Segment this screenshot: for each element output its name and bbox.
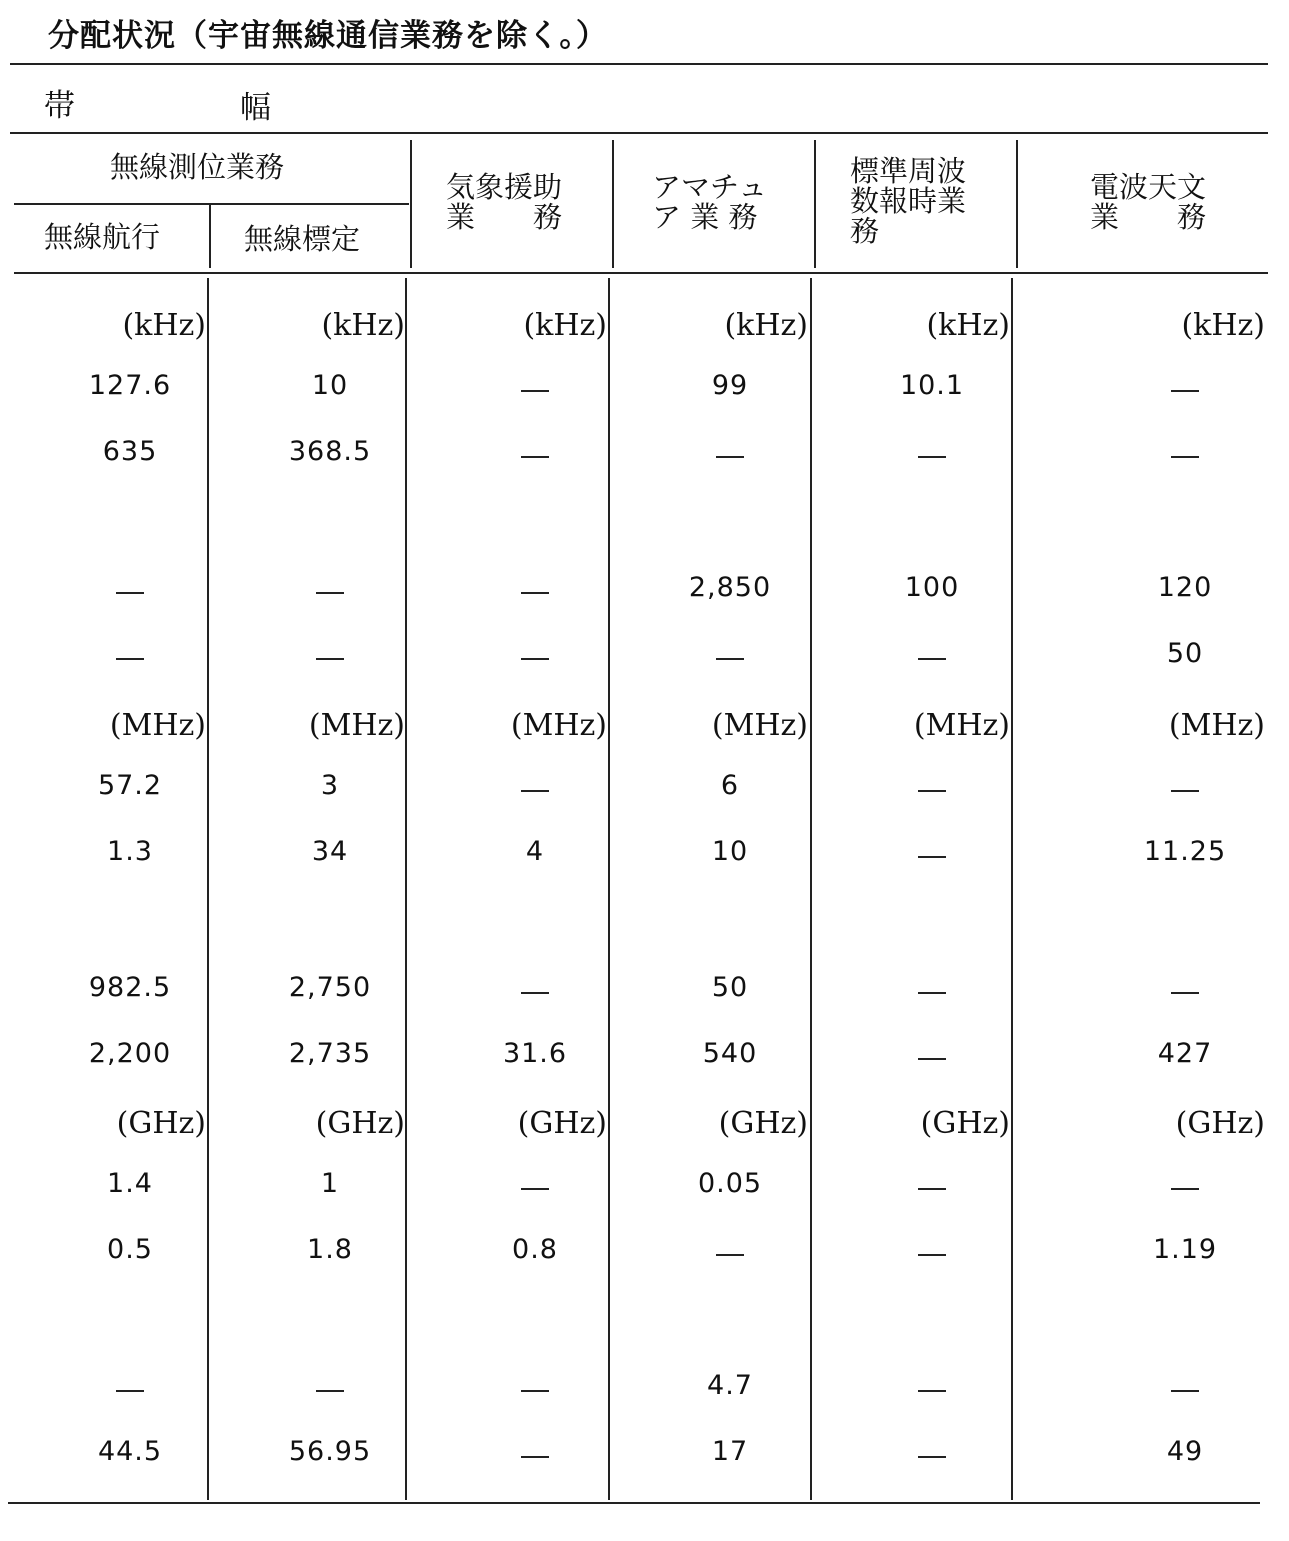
empty-cell-dash <box>918 456 946 458</box>
table-cell: 1 <box>320 1168 340 1199</box>
table-cell: 540 <box>702 1038 758 1069</box>
empty-cell-dash <box>1171 790 1199 792</box>
table-cell: 4.7 <box>707 1370 753 1401</box>
table-cell: 56.95 <box>288 1436 372 1467</box>
unit-label: (MHz) <box>913 708 1010 743</box>
empty-cell-dash <box>1171 1390 1199 1392</box>
table-cell: 2,735 <box>288 1038 372 1069</box>
empty-cell-dash <box>918 1058 946 1060</box>
column-divider <box>209 204 211 268</box>
header-standard-frequency: 標準周波 数報時業 務 <box>850 154 967 248</box>
column-divider <box>810 278 812 1500</box>
column-divider <box>612 140 614 268</box>
unit-label: (kHz) <box>122 308 206 343</box>
column-divider <box>410 140 412 268</box>
rule-top <box>10 63 1268 65</box>
table-cell: 2,750 <box>288 972 372 1003</box>
unit-label: (GHz) <box>1175 1106 1265 1141</box>
unit-label: (MHz) <box>711 708 808 743</box>
table-cell: 1.19 <box>1152 1234 1218 1265</box>
empty-cell-dash <box>1171 1188 1199 1190</box>
unit-label: (MHz) <box>510 708 607 743</box>
unit-label: (GHz) <box>517 1106 607 1141</box>
unit-label: (kHz) <box>321 308 405 343</box>
table-cell: 100 <box>904 572 960 603</box>
empty-cell-dash <box>521 456 549 458</box>
band-label-part2: 幅 <box>240 90 271 126</box>
unit-label: (kHz) <box>1181 308 1265 343</box>
table-cell: 1.8 <box>307 1234 353 1265</box>
unit-label: (kHz) <box>926 308 1010 343</box>
unit-label: (GHz) <box>920 1106 1010 1141</box>
table-cell: 10.1 <box>899 370 965 401</box>
rule-subheader <box>14 203 409 205</box>
table-cell: 427 <box>1157 1038 1213 1069</box>
column-divider <box>207 278 209 1500</box>
empty-cell-dash <box>116 1390 144 1392</box>
table-cell: 1.4 <box>107 1168 153 1199</box>
empty-cell-dash <box>521 658 549 660</box>
empty-cell-dash <box>918 1254 946 1256</box>
empty-cell-dash <box>918 856 946 858</box>
empty-cell-dash <box>316 1390 344 1392</box>
table-cell: 0.8 <box>512 1234 558 1265</box>
empty-cell-dash <box>521 1456 549 1458</box>
empty-cell-dash <box>116 658 144 660</box>
header-radiodetermination: 無線測位業務 <box>110 150 285 184</box>
table-cell: 982.5 <box>88 972 172 1003</box>
empty-cell-dash <box>521 1188 549 1190</box>
empty-cell-dash <box>116 592 144 594</box>
table-cell: 6 <box>720 770 740 801</box>
empty-cell-dash <box>316 592 344 594</box>
rule-header-bottom <box>14 272 1268 274</box>
table-cell: 11.25 <box>1143 836 1227 867</box>
empty-cell-dash <box>918 992 946 994</box>
table-cell: 31.6 <box>502 1038 568 1069</box>
empty-cell-dash <box>918 790 946 792</box>
table-cell: 99 <box>711 370 749 401</box>
column-divider <box>814 140 816 268</box>
column-divider <box>1016 140 1018 268</box>
unit-label: (MHz) <box>1168 708 1265 743</box>
header-amateur: アマチュ ア 業 務 <box>652 170 768 234</box>
table-cell: 4 <box>525 836 545 867</box>
header-radiolocation: 無線標定 <box>244 222 361 256</box>
empty-cell-dash <box>521 390 549 392</box>
page-title: 分配状況（宇宙無線通信業務を除く。） <box>48 18 608 54</box>
unit-label: (GHz) <box>718 1106 808 1141</box>
table-cell: 2,200 <box>88 1038 172 1069</box>
table-cell: 17 <box>711 1436 749 1467</box>
unit-label: (kHz) <box>523 308 607 343</box>
empty-cell-dash <box>918 658 946 660</box>
unit-label: (MHz) <box>308 708 405 743</box>
empty-cell-dash <box>521 790 549 792</box>
unit-label: (GHz) <box>116 1106 206 1141</box>
rule-bottom <box>8 1502 1260 1504</box>
table-cell: 2,850 <box>688 572 772 603</box>
empty-cell-dash <box>716 456 744 458</box>
table-cell: 34 <box>311 836 349 867</box>
table-cell: 1.3 <box>107 836 153 867</box>
table-cell: 10 <box>311 370 349 401</box>
empty-cell-dash <box>918 1456 946 1458</box>
band-label-part1: 帯 <box>44 88 75 124</box>
empty-cell-dash <box>716 1254 744 1256</box>
empty-cell-dash <box>316 658 344 660</box>
table-cell: 368.5 <box>288 436 372 467</box>
column-divider <box>608 278 610 1500</box>
empty-cell-dash <box>1171 390 1199 392</box>
empty-cell-dash <box>716 658 744 660</box>
header-meteorological-aids: 気象援助 業 務 <box>446 170 563 234</box>
empty-cell-dash <box>1171 992 1199 994</box>
header-radio-astronomy: 電波天文 業 務 <box>1090 170 1207 234</box>
table-cell: 49 <box>1166 1436 1204 1467</box>
table-cell: 10 <box>711 836 749 867</box>
column-divider <box>1011 278 1013 1500</box>
table-cell: 50 <box>1166 638 1204 669</box>
table-cell: 57.2 <box>97 770 163 801</box>
rule-band <box>10 132 1268 134</box>
table-cell: 44.5 <box>97 1436 163 1467</box>
table-cell: 3 <box>320 770 340 801</box>
table-cell: 127.6 <box>88 370 172 401</box>
empty-cell-dash <box>521 592 549 594</box>
unit-label: (kHz) <box>724 308 808 343</box>
empty-cell-dash <box>521 1390 549 1392</box>
unit-label: (MHz) <box>109 708 206 743</box>
header-radionavigation: 無線航行 <box>44 220 161 254</box>
unit-label: (GHz) <box>315 1106 405 1141</box>
table-cell: 0.05 <box>697 1168 763 1199</box>
table-cell: 50 <box>711 972 749 1003</box>
empty-cell-dash <box>521 992 549 994</box>
empty-cell-dash <box>918 1390 946 1392</box>
empty-cell-dash <box>1171 456 1199 458</box>
table-cell: 120 <box>1157 572 1213 603</box>
table-cell: 635 <box>102 436 158 467</box>
table-cell: 0.5 <box>107 1234 153 1265</box>
column-divider <box>405 278 407 1500</box>
empty-cell-dash <box>918 1188 946 1190</box>
